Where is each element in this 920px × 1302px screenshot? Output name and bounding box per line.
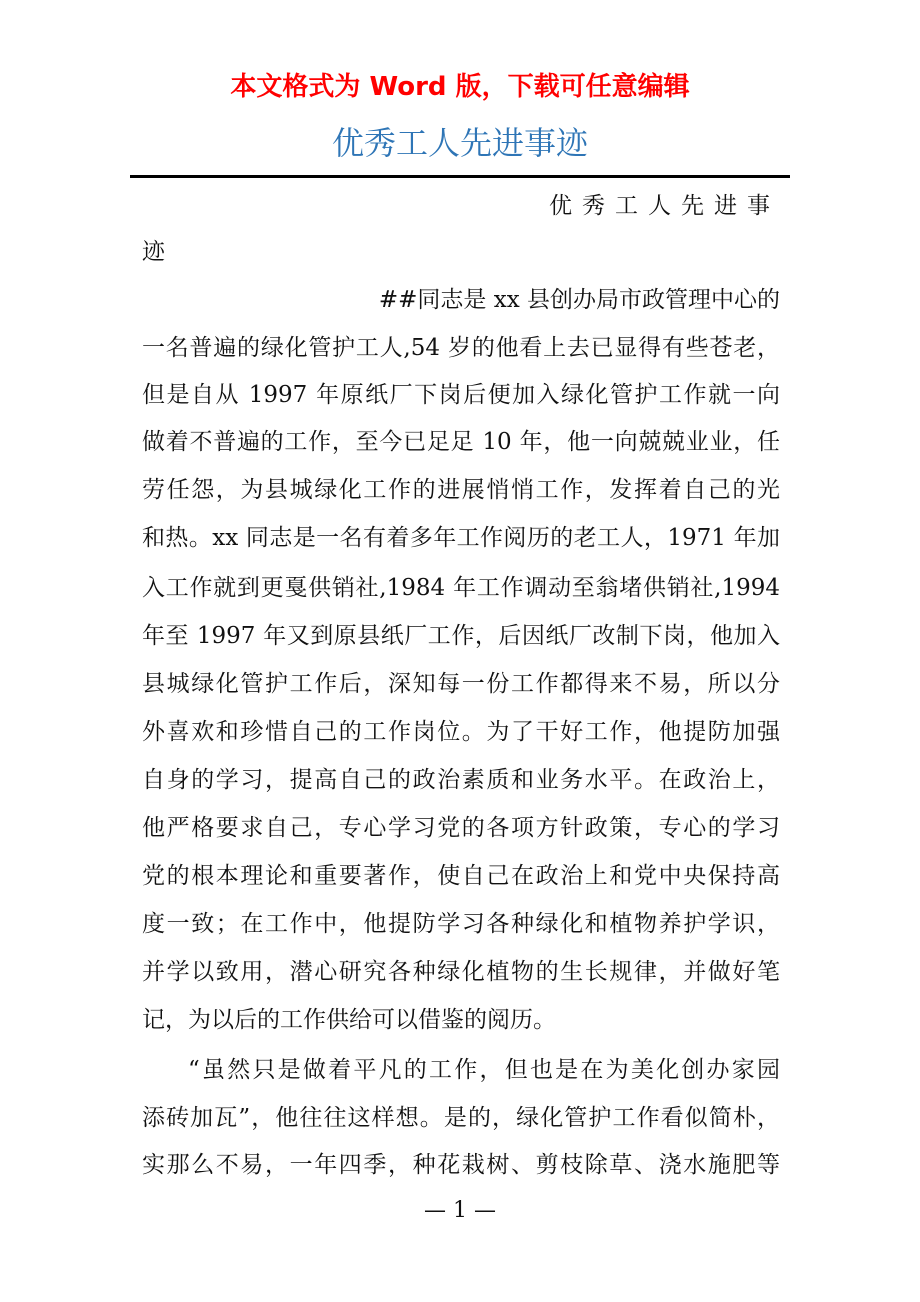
paragraph-line: 入工作就到更戛供销社,1984 年工作调动至翁堵供销社,1994	[142, 575, 780, 601]
paragraph-line: 外喜欢和珍惜自己的工作岗位。为了干好工作，他提防加强	[142, 719, 780, 745]
paragraph-line: 县城绿化管护工作后，深知每一份工作都得来不易，所以分	[142, 671, 780, 697]
paragraph-line: “虽然只是做着平凡的工作，但也是在为美化创办家园	[188, 1057, 780, 1083]
body-heading-line: 优秀工人先进事	[549, 193, 780, 219]
paragraph-line: 一名普遍的绿化管护工人,54 岁的他看上去已显得有些苍老，	[142, 335, 780, 361]
paragraph-line: 劳任怨，为县城绿化工作的进展悄悄工作，发挥着自己的光	[142, 477, 780, 503]
paragraph-line: 做着不普遍的工作，至今已足足 10 年，他一向兢兢业业，任	[142, 429, 780, 455]
paragraph-line: 但是自从 1997 年原纸厂下岗后便加入绿化管护工作就一向	[142, 382, 780, 408]
paragraph-line: 自身的学习，提高自己的政治素质和业务水平。在政治上，	[142, 767, 780, 793]
paragraph-line: 并学以致用，潜心研究各种绿化植物的生长规律，并做好笔	[142, 959, 780, 985]
paragraph-line: 党的根本理论和重要著作，使自己在政治上和党中央保持高	[142, 863, 780, 889]
paragraph-line: 年至 1997 年又到原县纸厂工作，后因纸厂改制下岗，他加入	[142, 623, 780, 649]
paragraph-line: 实那么不易，一年四季，种花栽树、剪枝除草、浇水施肥等	[142, 1152, 780, 1178]
page-number: — 1 —	[424, 1198, 496, 1223]
paragraph-line: ##同志是 xx 县创办局市政管理中心的	[378, 287, 780, 313]
format-notice-banner: 本文格式为 Word 版，下载可任意编辑	[230, 72, 690, 102]
paragraph-line: 他严格要求自己，专心学习党的各项方针政策，专心的学习	[142, 815, 780, 841]
paragraph-line: 和热。xx 同志是一名有着多年工作阅历的老工人，1971 年加	[142, 525, 780, 551]
title-divider	[130, 175, 790, 178]
paragraph-line: 添砖加瓦”，他往往这样想。是的，绿化管护工作看似简朴，	[142, 1105, 780, 1131]
document-title: 优秀工人先进事迹	[331, 124, 588, 162]
paragraph-line: 度一致；在工作中，他提防学习各种绿化和植物养护学识，	[142, 911, 780, 937]
body-heading-line: 迹	[142, 239, 165, 265]
paragraph-line: 记，为以后的工作供给可以借鉴的阅历。	[142, 1007, 556, 1033]
